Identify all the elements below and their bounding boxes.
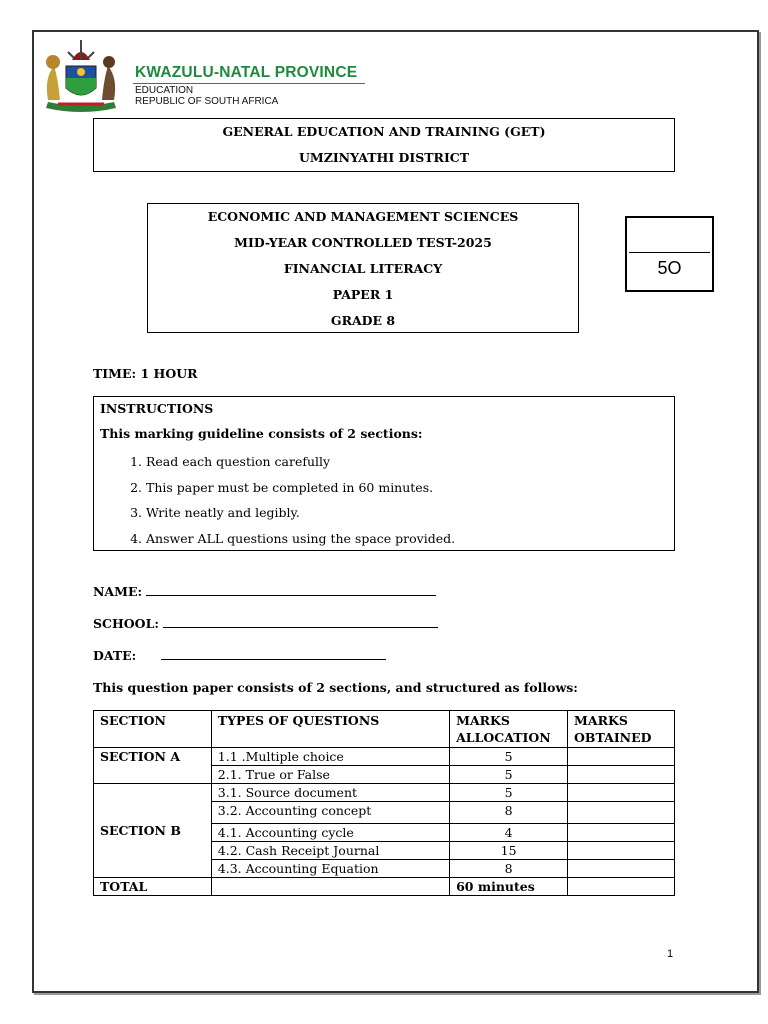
section-a-label: SECTION A bbox=[94, 748, 212, 784]
test-name: MID-YEAR CONTROLLED TEST-2025 bbox=[234, 235, 492, 250]
total-obtained-cell[interactable] bbox=[568, 878, 675, 896]
question-type: 4.2. Cash Receipt Journal bbox=[211, 842, 449, 860]
question-type: 1.1 .Multiple choice bbox=[211, 748, 449, 766]
total-marks: 60 minutes bbox=[450, 878, 568, 896]
col-header-obtained: MARKS OBTAINED bbox=[568, 711, 675, 748]
marks-obtained-cell[interactable] bbox=[568, 860, 675, 878]
school-label: SCHOOL: bbox=[93, 616, 159, 631]
topic-name: FINANCIAL LITERACY bbox=[283, 261, 443, 276]
school-input-line[interactable] bbox=[163, 617, 438, 628]
total-empty-cell bbox=[211, 878, 449, 896]
coat-of-arms-logo bbox=[38, 38, 124, 114]
brand-divider bbox=[133, 83, 365, 84]
col-header-allocation: MARKS ALLOCATION bbox=[450, 711, 568, 748]
instructions-heading: INSTRUCTIONS bbox=[100, 401, 214, 416]
marks-obtained-cell[interactable] bbox=[568, 784, 675, 802]
district-box bbox=[93, 118, 675, 172]
table-row bbox=[94, 784, 675, 802]
school-field[interactable] bbox=[93, 616, 438, 631]
get-title: GENERAL EDUCATION AND TRAINING (GET) bbox=[222, 124, 546, 139]
department-label: EDUCATION bbox=[135, 85, 194, 96]
name-label: NAME: bbox=[93, 584, 143, 599]
table-row bbox=[94, 748, 675, 766]
score-box bbox=[625, 216, 714, 292]
marks-allocation: 4 bbox=[450, 824, 568, 842]
grade-label: GRADE 8 bbox=[330, 313, 396, 328]
question-type: 4.3. Accounting Equation bbox=[211, 860, 449, 878]
paper-label: PAPER 1 bbox=[332, 287, 394, 302]
instruction-item: 3. Write neatly and legibly. bbox=[146, 500, 668, 526]
instruction-item: 2. This paper must be completed in 60 minutes. bbox=[146, 475, 668, 501]
structure-intro: This question paper consists of 2 sections, and structured as follows: bbox=[93, 680, 578, 695]
question-type: 3.2. Accounting concept bbox=[211, 802, 449, 824]
marks-allocation: 8 bbox=[450, 802, 568, 824]
marks-obtained-cell[interactable] bbox=[568, 842, 675, 860]
page-number: 1 bbox=[667, 948, 674, 960]
instructions-box bbox=[93, 396, 675, 551]
date-field[interactable] bbox=[93, 648, 386, 663]
marks-allocation: 15 bbox=[450, 842, 568, 860]
score-divider bbox=[629, 252, 710, 253]
col-header-section: SECTION bbox=[94, 711, 212, 748]
name-field[interactable] bbox=[93, 584, 436, 599]
total-label: TOTAL bbox=[94, 878, 212, 896]
marks-obtained-cell[interactable] bbox=[568, 802, 675, 824]
province-title: KWAZULU-NATAL PROVINCE bbox=[135, 64, 358, 81]
name-input-line[interactable] bbox=[146, 585, 436, 596]
marks-obtained-cell[interactable] bbox=[568, 748, 675, 766]
section-b-label: SECTION B bbox=[94, 784, 212, 878]
table-header-row bbox=[94, 711, 675, 748]
date-label: DATE: bbox=[93, 648, 137, 663]
question-type: 4.1. Accounting cycle bbox=[211, 824, 449, 842]
marks-allocation: 5 bbox=[450, 748, 568, 766]
subject-name: ECONOMIC AND MANAGEMENT SCIENCES bbox=[207, 209, 519, 224]
structure-table bbox=[93, 710, 675, 896]
marks-obtained-cell[interactable] bbox=[568, 824, 675, 842]
instructions-list bbox=[100, 449, 668, 551]
question-type: 2.1. True or False bbox=[211, 766, 449, 784]
marks-allocation: 5 bbox=[450, 784, 568, 802]
total-marks-value: 5O bbox=[657, 258, 682, 278]
district-name: UMZINYATHI DISTRICT bbox=[298, 150, 470, 165]
country-label: REPUBLIC OF SOUTH AFRICA bbox=[135, 96, 279, 107]
question-type: 3.1. Source document bbox=[211, 784, 449, 802]
instruction-item: 1. Read each question carefully bbox=[146, 449, 668, 475]
time-label: TIME: 1 HOUR bbox=[93, 366, 198, 381]
col-header-types: TYPES OF QUESTIONS bbox=[211, 711, 449, 748]
marks-obtained-cell[interactable] bbox=[568, 766, 675, 784]
instruction-item: 4. Answer ALL questions using the space provided. bbox=[146, 526, 668, 552]
marks-allocation: 5 bbox=[450, 766, 568, 784]
subject-box bbox=[147, 203, 579, 333]
instructions-subheading: This marking guideline consists of 2 sections: bbox=[100, 426, 423, 441]
table-total-row bbox=[94, 878, 675, 896]
date-input-line[interactable] bbox=[161, 649, 386, 660]
marks-allocation: 8 bbox=[450, 860, 568, 878]
